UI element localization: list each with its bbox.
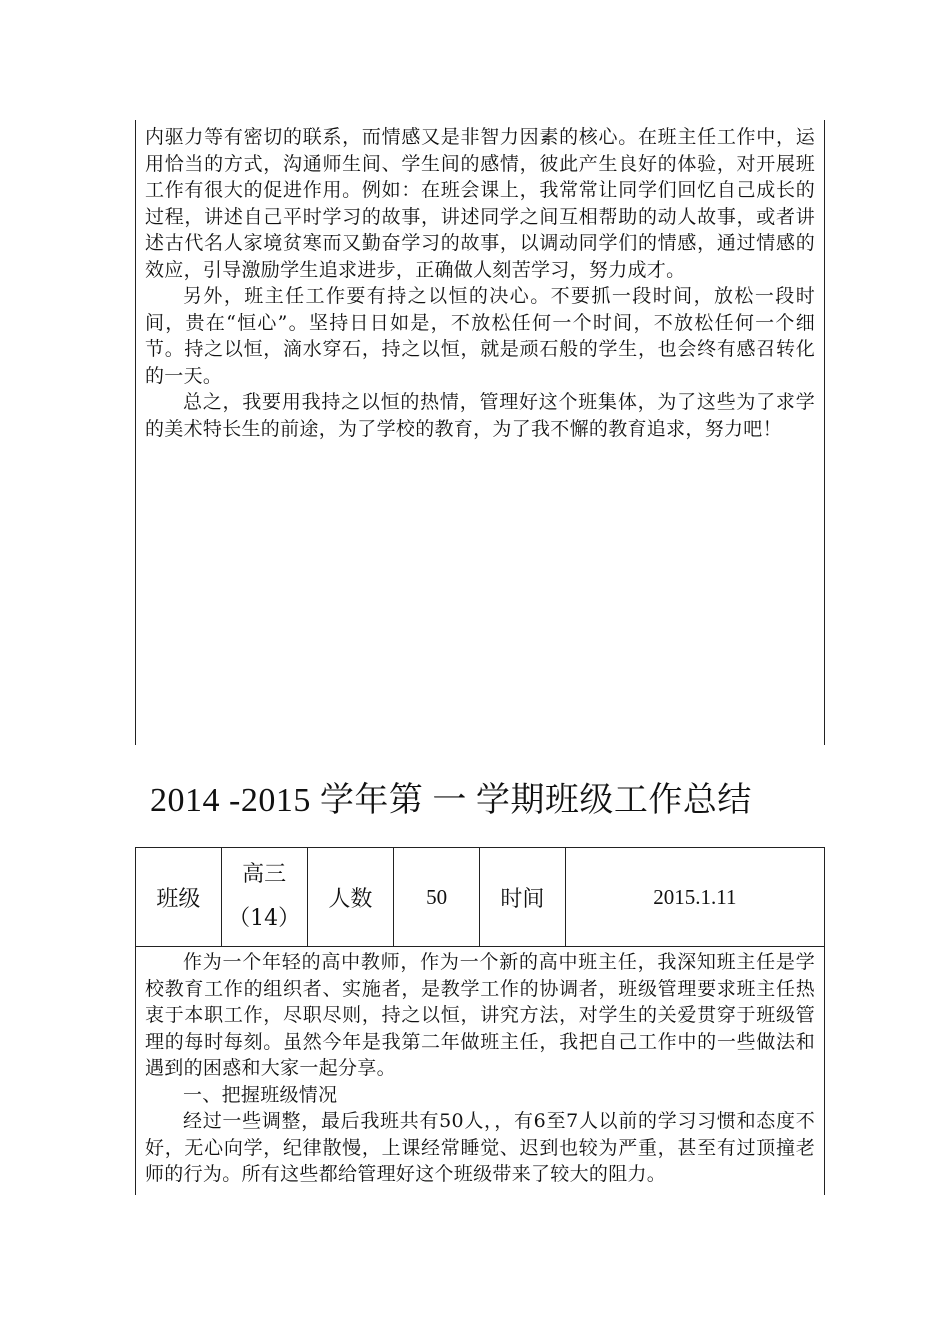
summary-text: [136, 947, 824, 1188]
paragraph: 作为一个年轻的高中教师，作为一个新的高中班主任，我深知班主任是学校教育工作的组织者、实施者，是教学工作的协调者，班级管理要求班主任热衷于本职工作，尽职尽则，持之以恒，讲究方法，对学生的关爱贯穿于班级管理的每时每刻。虽然今年是我第二年做班主任，我把自己工作中的一些做法和遇到的困惑和大家一起分享。: [145, 951, 815, 1079]
class-value-grade: 高三: [242, 862, 287, 887]
previous-page-text: [136, 120, 824, 442]
count-value: 50: [394, 848, 480, 946]
paragraph: 总之，我要用我持之以恒的热情，管理好这个班集体，为了这些为了求学的美术特长生的前途，为了学校的教育，为了我不懈的教育追求，努力吧！: [145, 391, 815, 440]
paragraph: 经过一些调整，最后我班共有50人，，有6至7人以前的学习习惯和态度不好，无心向学，纪律散慢，上课经常睡觉、迟到也较为严重，甚至有过顶撞老师的行为。所有这些都给管理好这个班级带来了较大的阻力。: [145, 1110, 815, 1185]
class-label: 班级: [136, 848, 222, 946]
paragraph: 另外，班主任工作要有持之以恒的决心。不要抓一段时间，放松一段时间，贵在“恒心”。坚持日日如是，不放松任何一个时间，不放松任何一个细节。持之以恒，滴水穿石，持之以恒，就是顽石般的学生，也会终有感召转化的一天。: [145, 285, 815, 387]
class-value-number: （14）: [228, 906, 301, 931]
class-value: [222, 848, 308, 946]
time-value: 2015.1.11: [653, 884, 737, 909]
time-label: 时间: [480, 848, 566, 946]
previous-page-text-box: [135, 120, 825, 745]
paragraph: 一、把握班级情况: [183, 1083, 338, 1106]
page-title: 2014 -2015 学年第 一 学期班级工作总结: [150, 782, 752, 819]
paragraph: 内驱力等有密切的联系，而情感又是非智力因素的核心。在班主任工作中，运用恰当的方式，沟通师生间、学生间的感情，彼此产生良好的体验，对开展班工作有很大的促进作用。例如：在班会课上，我常常让同学们回忆自己成长的过程，讲述自己平时学习的故事，讲述同学之间互相帮助的动人故事，或者讲述古代名人家境贫寒而又勤奋学习的故事，以调动同学们的情感，通过情感的效应，引导激励学生追求进步，正确做人刻苦学习，努力成才。: [145, 126, 815, 281]
summary-body: [136, 947, 824, 1195]
info-row: [136, 848, 824, 947]
summary-table: [135, 847, 825, 1195]
count-label: 人数: [308, 848, 395, 946]
